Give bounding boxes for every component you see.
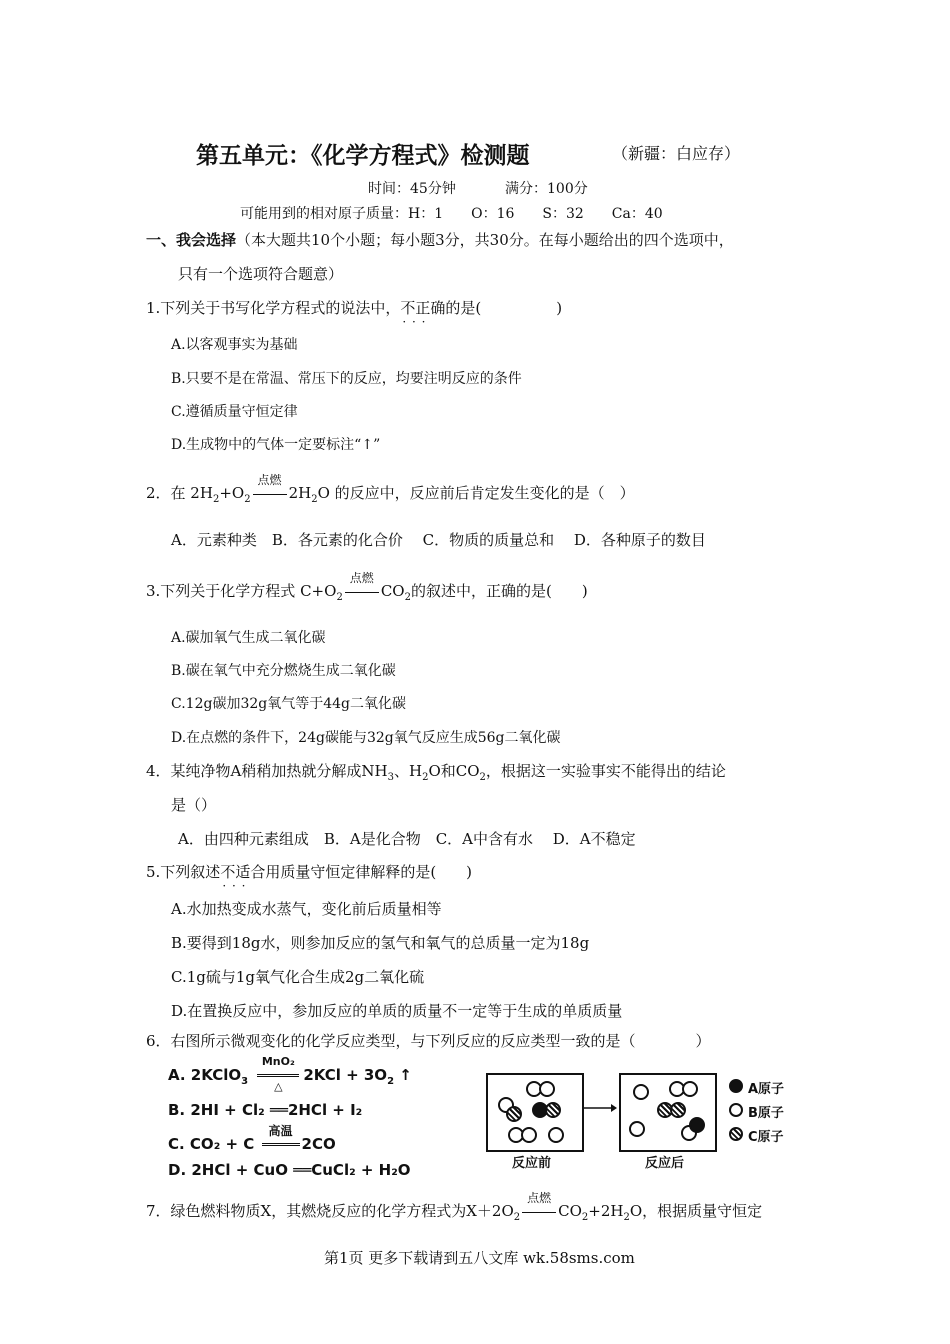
diagram-before-label: 反应前 [512, 1156, 552, 1171]
legend-a-atom [729, 1079, 743, 1093]
atom-c [545, 1102, 561, 1118]
legend-b-atom [729, 1103, 743, 1117]
q2-stem-b: +O [219, 484, 245, 502]
q4-stem-a: 4．某纯净物A稍稍加热就分解成NH [146, 762, 388, 780]
q6-option-a-gas-arrow: ↑ [399, 1066, 412, 1084]
q5-option-d: D.在置换反应中，参加反应的单质的质量不一定等于生成的单质质量 [171, 1002, 623, 1020]
question-6-stem: 6．右图所示微观变化的化学反应类型，与下列反应的反应类型一致的是（ ） [146, 1032, 711, 1050]
q5-option-a: A.水加热变成水蒸气，变化前后质量相等 [171, 900, 442, 918]
q2-stem-c: 2H [288, 484, 312, 502]
question-5-stem [146, 861, 472, 882]
q6-option-a-lhs: A. 2KClO [168, 1066, 242, 1084]
q6-option-a: A. 2KClO$_3$ MnO₂ △ $2KCl + 3O_2$ ↑ [168, 1055, 412, 1093]
q3-option-a: A.碳加氧气生成二氧化碳 [171, 630, 326, 646]
atom-c [670, 1102, 686, 1118]
diagram-after-label: 反应后 [645, 1156, 685, 1171]
q2-condition-label: 点燃 [257, 473, 282, 487]
page-title: 第五单元：《化学方程式》检测题 [196, 143, 530, 169]
q6-option-c-lhs: C. CO₂ + C [168, 1135, 255, 1153]
q3-condition [343, 571, 381, 600]
q7-stem-c: +2H [588, 1202, 624, 1220]
q5-stem-b: 用质量守恒定律解释的是( ) [265, 863, 473, 881]
question-3-stem: 3.下列关于化学方程式 $C+O_2$ 点燃 $CO_2$的叙述中，正确的是( ) [146, 571, 588, 603]
q1-option-c: C.遵循质量守恒定律 [171, 404, 298, 420]
q6-option-c-rhs: 2CO [301, 1135, 336, 1153]
section-heading: 一、我会选择 [146, 231, 237, 249]
exam-time: 时间：45分钟 [368, 181, 456, 197]
q1-option-a: A.以客观事实为基础 [171, 337, 298, 353]
q6-option-a-condition [253, 1055, 303, 1093]
exam-score: 满分：100分 [505, 181, 588, 197]
atom-b [633, 1084, 649, 1100]
q2-options: A．元素种类 B．各元素的化合价 C．物质的质量总和 D．各种原子的数目 [171, 531, 706, 549]
question-4-stem: 4．某纯净物A稍稍加热就分解成$NH_3$、$H_2O$和$CO_2$，根据这一实验事实不能得出的结论 [146, 762, 726, 783]
section-heading-line [146, 229, 734, 250]
diagram-arrow [583, 1100, 617, 1112]
q3-stem-c: 的叙述中，正确的是( ) [410, 582, 588, 600]
atom-b [548, 1127, 564, 1143]
q4-stem-d: ，根据这一实验事实不能得出的结论 [485, 762, 726, 780]
q7-stem-a: 7．绿色燃料物质X，其燃烧反应的化学方程式为X＋2O [146, 1202, 514, 1220]
q3-option-d: D.在点燃的条件下，24g碳能与32g氧气反应生成56g二氧化碳 [171, 730, 561, 746]
atom-c [506, 1106, 522, 1122]
q6-option-a-catalyst: MnO₂ [261, 1055, 295, 1068]
question-7-stem: 7．绿色燃料物质X，其燃烧反应的化学方程式为$X+2O_2$ 点燃 $CO_2+2H_2O$，根据质量守恒定 [146, 1191, 763, 1223]
section-note: （本大题共10个小题；每小题3分，共30分。在每小题给出的四个选项中， [236, 231, 734, 249]
q6-option-c-condition-label: 高温 [268, 1124, 293, 1138]
q1-option-d: D.生成物中的气体一定要标注“↑” [171, 437, 381, 453]
legend-b-label: B原子 [748, 1106, 784, 1121]
author: （新疆：白应存） [612, 144, 741, 163]
q4-stem-cont: 是（） [171, 796, 217, 814]
q3-condition-label: 点燃 [349, 571, 374, 585]
atom-b [629, 1121, 645, 1137]
q7-condition-label: 点燃 [527, 1191, 552, 1205]
q6-option-d: D. 2HCl + CuO ══CuCl₂ + H₂O [168, 1161, 411, 1179]
q1-option-b: B.只要不是在常温、常压下的反应，均要注明反应的条件 [171, 371, 522, 387]
atom-b [521, 1127, 537, 1143]
legend-c-label: C原子 [748, 1130, 784, 1145]
atomic-masses: 可能用到的相对原子质量：H：1 O：16 S：32 Ca：40 [240, 206, 663, 222]
q7-stem-d: O，根据质量守恒定 [629, 1202, 763, 1220]
q6-option-a-rhs: 2KCl + 3O [303, 1066, 388, 1084]
q3-option-c: C.12g碳加32g氧气等于44g二氧化碳 [171, 696, 406, 712]
q3-stem-a: 3.下列关于化学方程式 C+O [146, 582, 337, 600]
diagram-after-box [619, 1073, 717, 1152]
atom-b [539, 1081, 555, 1097]
q5-stem-a: 5.下列叙述 [146, 863, 221, 881]
q4-stem-c: O和CO [428, 762, 480, 780]
q6-option-b: B. 2HI + Cl₂ ══2HCl + I₂ [168, 1101, 363, 1119]
q2-stem-a: 2．在 2H [146, 484, 213, 502]
q3-option-b: B.碳在氧气中充分燃烧生成二氧化碳 [171, 663, 396, 679]
q1-emphasis: 不正确 · · · [400, 299, 445, 317]
q2-condition [251, 473, 289, 502]
q6-option-c-condition [260, 1124, 302, 1153]
legend-c-atom [729, 1127, 743, 1141]
q6-option-c [168, 1124, 336, 1153]
q5-emphasis: 不适合 · · · [220, 863, 265, 881]
legend-a-label: A原子 [748, 1082, 785, 1097]
page-footer: 第1页 更多下载请到五八文库 wk.58sms.com [324, 1249, 635, 1267]
question-2-stem: 2．在 $2H_2+O_2$ 点燃 $2H_2O$ 的反应中，反应前后肯定发生变化的是（ ） [146, 473, 635, 505]
q5-option-b: B.要得到18g水，则参加反应的氢气和氧气的总质量一定为18g [171, 934, 590, 952]
question-1-stem [146, 297, 562, 318]
q1-stem-b: 的是( ) [445, 299, 563, 317]
q1-stem-a: 1.下列关于书写化学方程式的说法中， [146, 299, 401, 317]
q4-options: A．由四种元素组成 B．A是化合物 C．A中含有水 D．A不稳定 [178, 830, 636, 848]
q6-option-a-heat: △ [274, 1080, 283, 1093]
diagram-before-box [486, 1073, 584, 1152]
q3-stem-b: CO [380, 582, 405, 600]
atom-b [682, 1081, 698, 1097]
q5-option-c: C.1g硫与1g氧气化合生成2g二氧化硫 [171, 968, 425, 986]
section-note-2: 只有一个选项符合题意） [178, 265, 344, 283]
q7-condition [520, 1191, 558, 1220]
atom-a [689, 1117, 705, 1133]
q4-stem-b: 、H [393, 762, 423, 780]
q2-stem-d: O 的反应中，反应前后肯定发生变化的是（ ） [317, 484, 635, 502]
q7-stem-b: CO [558, 1202, 582, 1220]
